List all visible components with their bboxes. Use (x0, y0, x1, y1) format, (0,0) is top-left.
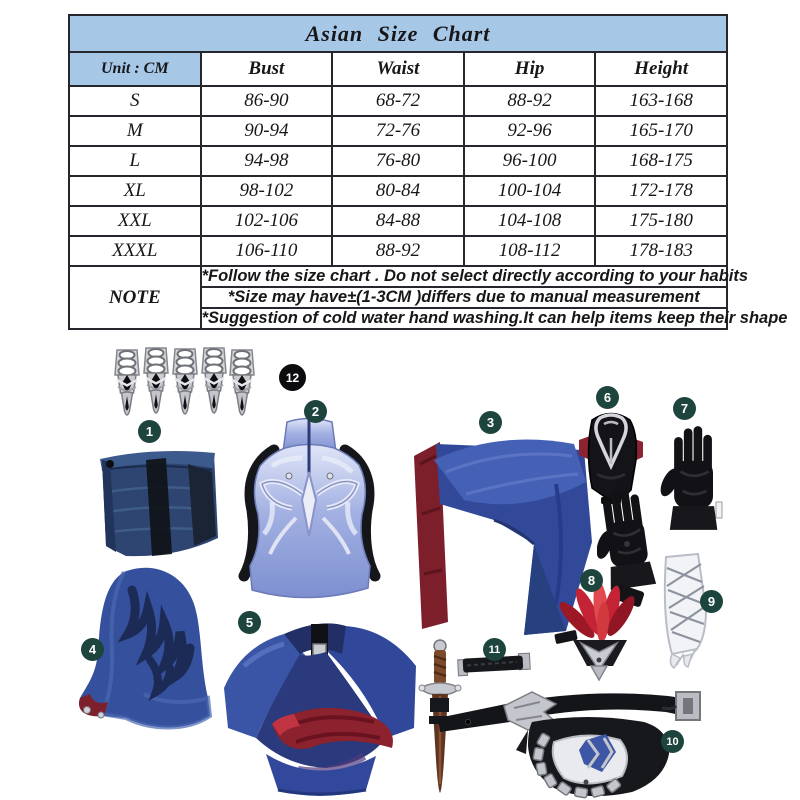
item-badge-7: 7 (673, 397, 696, 420)
vest-image (212, 414, 407, 604)
hip-value: 88-92 (464, 86, 596, 116)
item-badge-12: 12 (279, 364, 306, 391)
table-row (69, 86, 727, 116)
hip-value: 96-100 (464, 146, 596, 176)
table-row (69, 116, 727, 146)
waist-value: 84-88 (332, 206, 464, 236)
bust-value: 94-98 (201, 146, 333, 176)
table-row (69, 176, 727, 206)
bust-value: 90-94 (201, 116, 333, 146)
product-parts-collage (0, 340, 800, 800)
bust-value: 106-110 (201, 236, 333, 266)
item-badge-9: 9 (700, 590, 723, 613)
note-heading: NOTE (69, 266, 201, 329)
hip-value: 104-108 (464, 206, 596, 236)
item-badge-5: 5 (238, 611, 261, 634)
size-label: L (69, 146, 201, 176)
item-badge-4: 4 (81, 638, 104, 661)
waist-value: 76-80 (332, 146, 464, 176)
height-value: 172-178 (595, 176, 727, 206)
hip-value: 100-104 (464, 176, 596, 206)
bust-value: 102-106 (201, 206, 333, 236)
kunai-set-image (112, 346, 257, 422)
size-label: M (69, 116, 201, 146)
table-row (69, 146, 727, 176)
item-badge-8: 8 (580, 569, 603, 592)
size-label: S (69, 86, 201, 116)
note-line-3: *Suggestion of cold water hand washing.It can help items keep their shape (201, 309, 788, 327)
bust-value: 86-90 (201, 86, 333, 116)
cape-bundle-image (214, 606, 426, 798)
note-line-1: *Follow the size chart . Do not select directly according to your habits (201, 267, 749, 285)
height-value: 165-170 (595, 116, 727, 146)
hip-value: 92-96 (464, 116, 596, 146)
hip-value: 108-112 (464, 236, 596, 266)
height-value: 178-183 (595, 236, 727, 266)
table-row (69, 206, 727, 236)
col-header-height: Height (595, 52, 727, 86)
size-chart (68, 14, 788, 330)
bust-value: 98-102 (201, 176, 333, 206)
item-badge-2: 2 (304, 400, 327, 423)
chart-title: Asian Size Chart (69, 15, 727, 52)
note-line-2: *Size may have±(1-3CM )differs due to manual measurement (201, 287, 727, 308)
size-label: XXXL (69, 236, 201, 266)
size-label: XXL (69, 206, 201, 236)
col-header-waist: Waist (332, 52, 464, 86)
waist-value: 68-72 (332, 86, 464, 116)
item-badge-11: 11 (483, 638, 506, 661)
col-header-bust: Bust (201, 52, 333, 86)
waist-value: 72-76 (332, 116, 464, 146)
unit-label: Unit : CM (69, 52, 201, 86)
size-chart-table (68, 14, 788, 330)
feather-ornament-image (553, 580, 647, 684)
height-value: 175-180 (595, 206, 727, 236)
height-value: 163-168 (595, 86, 727, 116)
size-label: XL (69, 176, 201, 206)
waist-value: 88-92 (332, 236, 464, 266)
arm-sleeve-image (650, 552, 712, 674)
height-value: 168-175 (595, 146, 727, 176)
col-header-hip: Hip (464, 52, 596, 86)
item-badge-1: 1 (138, 420, 161, 443)
item-badge-10: 10 (661, 730, 684, 753)
table-row (69, 236, 727, 266)
table-row (69, 266, 727, 287)
folded-pants-image (94, 444, 222, 564)
waist-value: 80-84 (332, 176, 464, 206)
item-badge-3: 3 (479, 411, 502, 434)
item-badge-6: 6 (596, 386, 619, 409)
